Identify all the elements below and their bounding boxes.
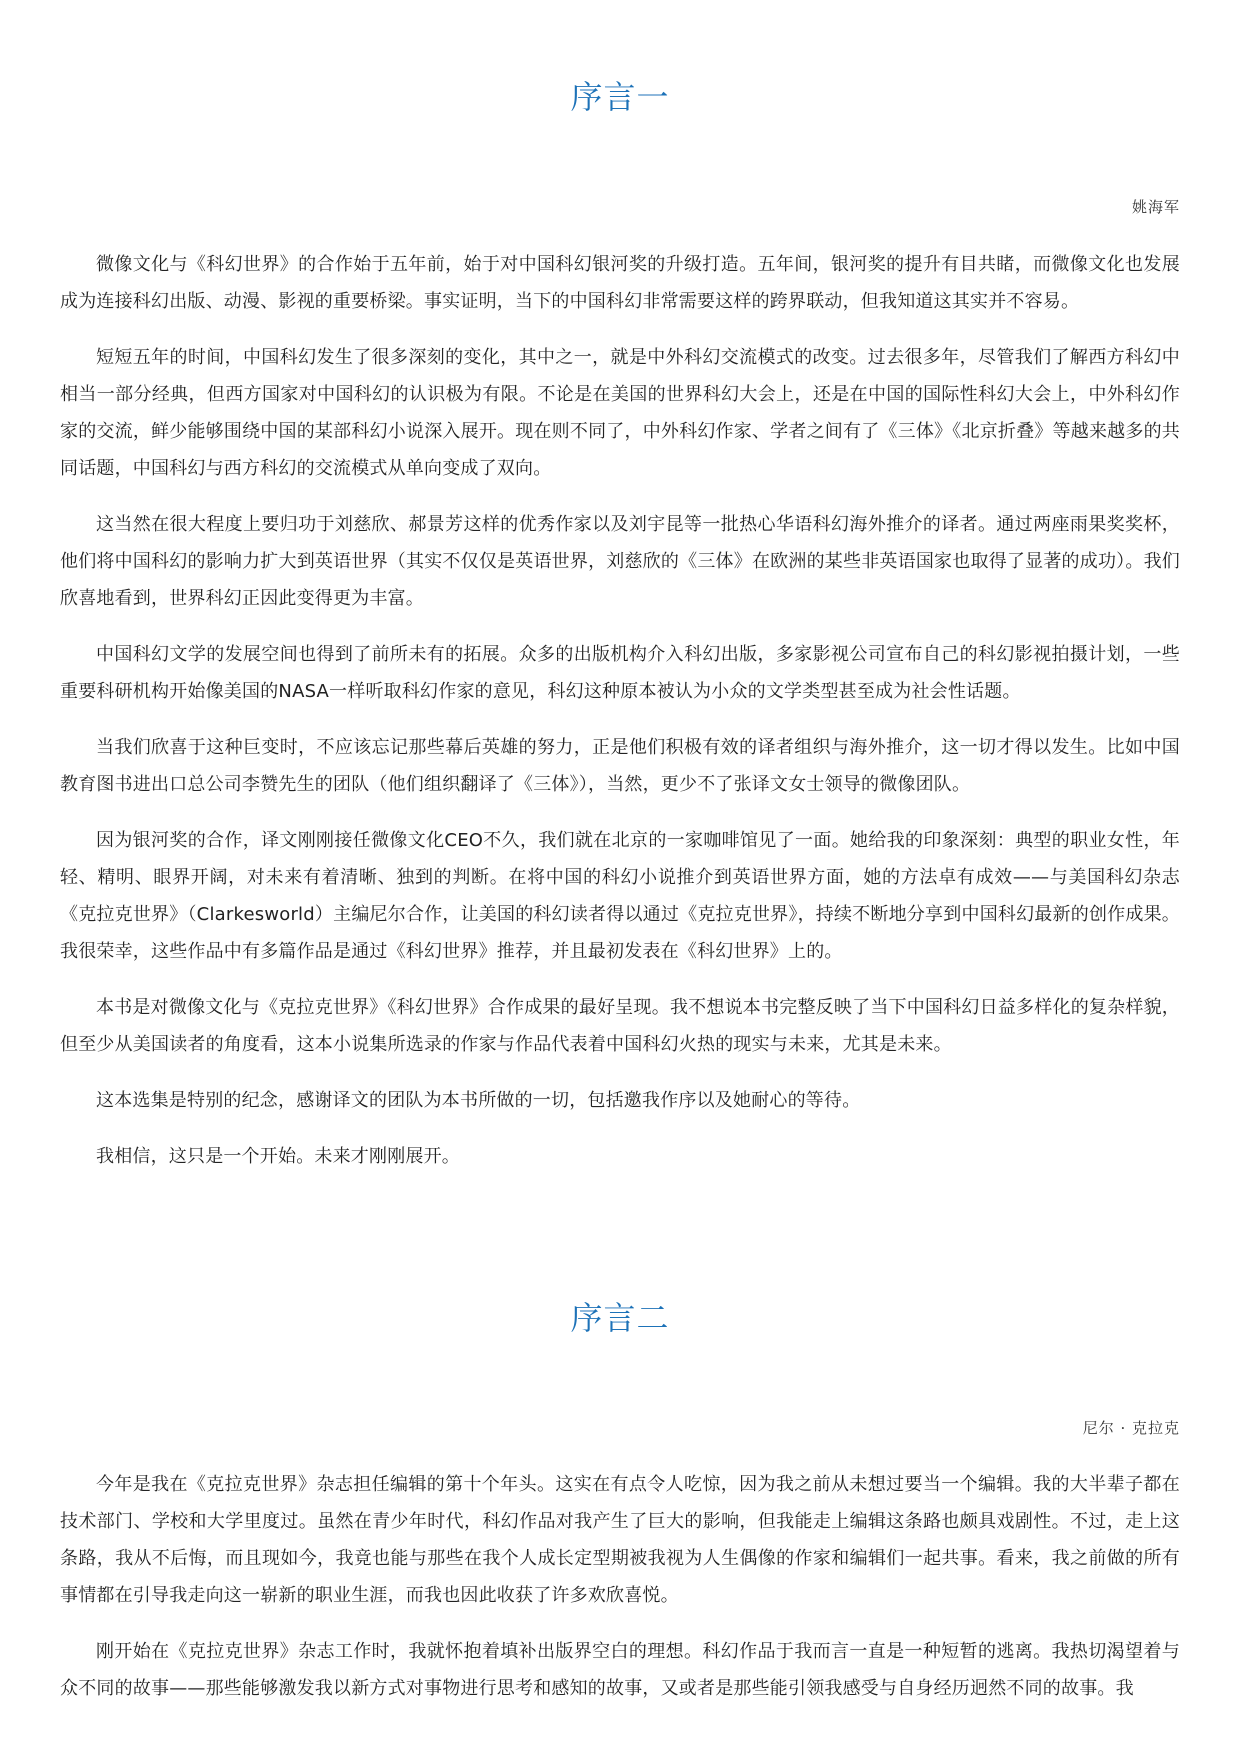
preface-two-body <box>60 1466 1180 1726</box>
paragraph: 本书是对微像文化与《克拉克世界》《科幻世界》合作成果的最好呈现。我不想说本书完整反映了当下中国科幻日益多样化的复杂样貌，但至少从美国读者的角度看，这本小说集所选录的作家与作品代表着中国科幻火热的现实与未来，尤其是未来。 <box>60 997 1180 1055</box>
paragraph: 今年是我在《克拉克世界》杂志担任编辑的第十个年头。这实在有点令人吃惊，因为我之前从未想过要当一个编辑。我的大半辈子都在技术部门、学校和大学里度过。虽然在青少年时代，科幻作品对我产生了巨大的影响，但我能走上编辑这条路也颇具戏剧性。不过，走上这条路，我从不后悔，而且现如今，我竟也能与那些在我个人成长定型期被我视为人生偶像的作家和编辑们一起共事。看来，我之前做的所有事情都在引导我走向这一崭新的职业生涯，而我也因此收获了许多欢欣喜悦。 <box>60 1474 1180 1606</box>
paragraph: 当我们欣喜于这种巨变时，不应该忘记那些幕后英雄的努力，正是他们积极有效的译者组织与海外推介，这一切才得以发生。比如中国教育图书进出口总公司李赞先生的团队（他们组织翻译了《三体》），当然，更少不了张译文女士领导的微像团队。 <box>60 737 1180 795</box>
preface-one-body <box>60 246 1180 1194</box>
preface-one-title: 序言一 <box>570 78 670 116</box>
preface-two-author: 尼尔 · 克拉克 <box>1082 1419 1180 1437</box>
preface-two-title: 序言二 <box>570 1299 670 1337</box>
paragraph: 因为银河奖的合作，译文刚刚接任微像文化CEO不久，我们就在北京的一家咖啡馆见了一面。她给我的印象深刻：典型的职业女性，年轻、精明、眼界开阔，对未来有着清晰、独到的判断。在将中国的科幻小说推介到英语世界方面，她的方法卓有成效——与美国科幻杂志《克拉克世界》（Clarkesworld）主编尼尔合作，让美国的科幻读者得以通过《克拉克世界》，持续不断地分享到中国科幻最新的创作成果。我很荣幸，这些作品中有多篇作品是通过《科幻世界》推荐，并且最初发表在《科幻世界》上的。 <box>60 830 1180 962</box>
paragraph: 刚开始在《克拉克世界》杂志工作时，我就怀抱着填补出版界空白的理想。科幻作品于我而言一直是一种短暂的逃离。我热切渴望着与众不同的故事——那些能够激发我以新方式对事物进行思考和感知的故事，又或者是那些能引领我感受与自身经历迥然不同的故事。我 <box>60 1641 1180 1699</box>
paragraph: 短短五年的时间，中国科幻发生了很多深刻的变化，其中之一，就是中外科幻交流模式的改变。过去很多年，尽管我们了解西方科幻中相当一部分经典，但西方国家对中国科幻的认识极为有限。不论是在美国的世界科幻大会上，还是在中国的国际性科幻大会上，中外科幻作家的交流，鲜少能够围绕中国的某部科幻小说深入展开。现在则不同了，中外科幻作家、学者之间有了《三体》《北京折叠》等越来越多的共同话题，中国科幻与西方科幻的交流模式从单向变成了双向。 <box>60 347 1180 479</box>
paragraph: 这本选集是特别的纪念，感谢译文的团队为本书所做的一切，包括邀我作序以及她耐心的等待。 <box>96 1090 861 1111</box>
paragraph: 我相信，这只是一个开始。未来才刚刚展开。 <box>96 1146 460 1167</box>
paragraph: 这当然在很大程度上要归功于刘慈欣、郝景芳这样的优秀作家以及刘宇昆等一批热心华语科幻海外推介的译者。通过两座雨果奖奖杯，他们将中国科幻的影响力扩大到英语世界（其实不仅仅是英语世界，刘慈欣的《三体》在欧洲的某些非英语国家也取得了显著的成功）。我们欣喜地看到，世界科幻正因此变得更为丰富。 <box>60 514 1180 609</box>
preface-one-author: 姚海军 <box>1131 198 1180 216</box>
paragraph: 中国科幻文学的发展空间也得到了前所未有的拓展。众多的出版机构介入科幻出版，多家影视公司宣布自己的科幻影视拍摄计划，一些重要科研机构开始像美国的NASA一样听取科幻作家的意见，科幻这种原本被认为小众的文学类型甚至成为社会性话题。 <box>60 644 1180 702</box>
paragraph: 微像文化与《科幻世界》的合作始于五年前，始于对中国科幻银河奖的升级打造。五年间，银河奖的提升有目共睹，而微像文化也发展成为连接科幻出版、动漫、影视的重要桥梁。事实证明，当下的中国科幻非常需要这样的跨界联动，但我知道这其实并不容易。 <box>60 254 1180 312</box>
